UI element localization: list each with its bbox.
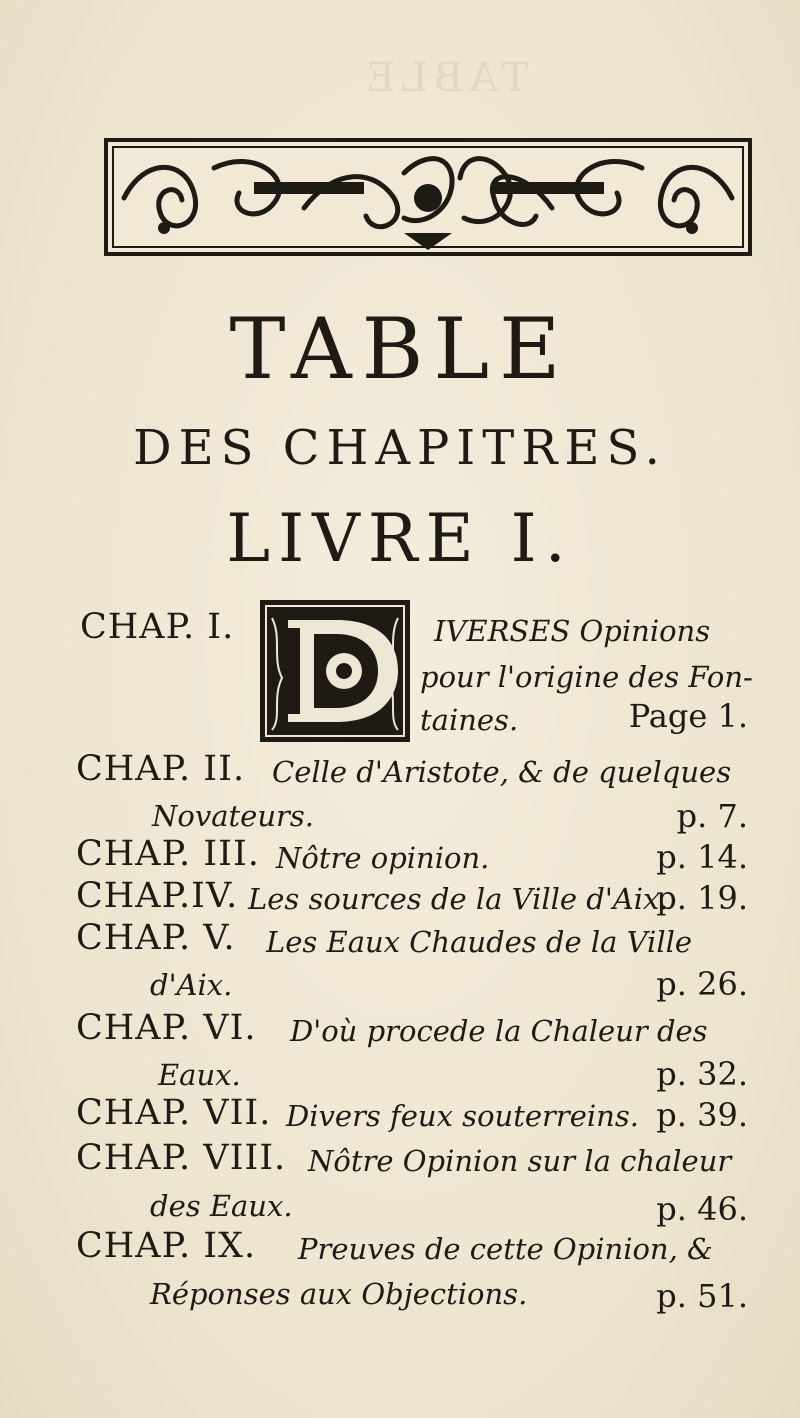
chapter-2-title-line1: Celle d'Aristote, & de quelques [272,755,732,789]
chapter-2-label: CHAP. II. [76,749,246,789]
chapter-1-title-line1: IVERSES Opinions [434,614,711,648]
chapter-1-label: CHAP. I. [80,607,235,647]
chapter-9-page: p. 51. [656,1277,748,1315]
chapter-2-title-line2: Novateurs. [152,799,314,833]
chapter-9-label: CHAP. IX. [76,1226,257,1266]
book-heading: LIVRE I. [226,500,574,577]
bleed-through-text: TABLE [360,55,529,101]
chapter-4-label: CHAP.IV. [76,876,239,916]
chapter-6-title-line2: Eaux. [158,1058,241,1092]
chapter-5-label: CHAP. V. [76,918,236,958]
chapter-4-page: p. 19. [656,879,748,917]
chapter-4-title-line1: Les sources de la Ville d'Aix. [248,882,669,916]
chapter-7-label: CHAP. VII. [76,1093,272,1133]
chapter-5-title-line2: d'Aix. [150,968,233,1002]
chapter-8-page: p. 46. [656,1190,748,1228]
chapter-5-page: p. 26. [656,965,748,1003]
chapter-6-title-line1: D'où procede la Chaleur des [290,1014,708,1048]
chapter-1-page: Page 1. [628,697,748,735]
drop-cap-initial [258,598,412,744]
chapter-1-title-line3: taines. [420,703,519,737]
chapter-8-label: CHAP. VIII. [76,1138,287,1178]
chapter-3-title-line1: Nôtre opinion. [276,841,490,875]
page-subtitle: DES CHAPITRES. [133,420,667,476]
chapter-7-title-line1: Divers feux souterreins. [286,1099,639,1133]
chapter-2-page: p. 7. [676,797,748,835]
drop-cap-letter: D [258,598,259,599]
chapter-8-title-line1: Nôtre Opinion sur la chaleur [308,1144,732,1178]
chapter-3-label: CHAP. III. [76,834,260,874]
chapter-8-title-line2: des Eaux. [150,1189,293,1223]
chapter-1-title-line2: pour l'origine des Fon- [420,660,753,694]
chapter-9-title-line1: Preuves de cette Opinion, & [298,1232,713,1266]
chapter-3-page: p. 14. [656,838,748,876]
chapter-6-label: CHAP. VI. [76,1008,257,1048]
page-title: TABLE [229,300,571,398]
chapter-6-page: p. 32. [656,1055,748,1093]
chapter-7-page: p. 39. [656,1096,748,1134]
chapter-9-title-line2: Réponses aux Objections. [150,1277,528,1311]
ornament-headpiece [104,138,752,256]
chapter-5-title-line1: Les Eaux Chaudes de la Ville [266,925,693,959]
